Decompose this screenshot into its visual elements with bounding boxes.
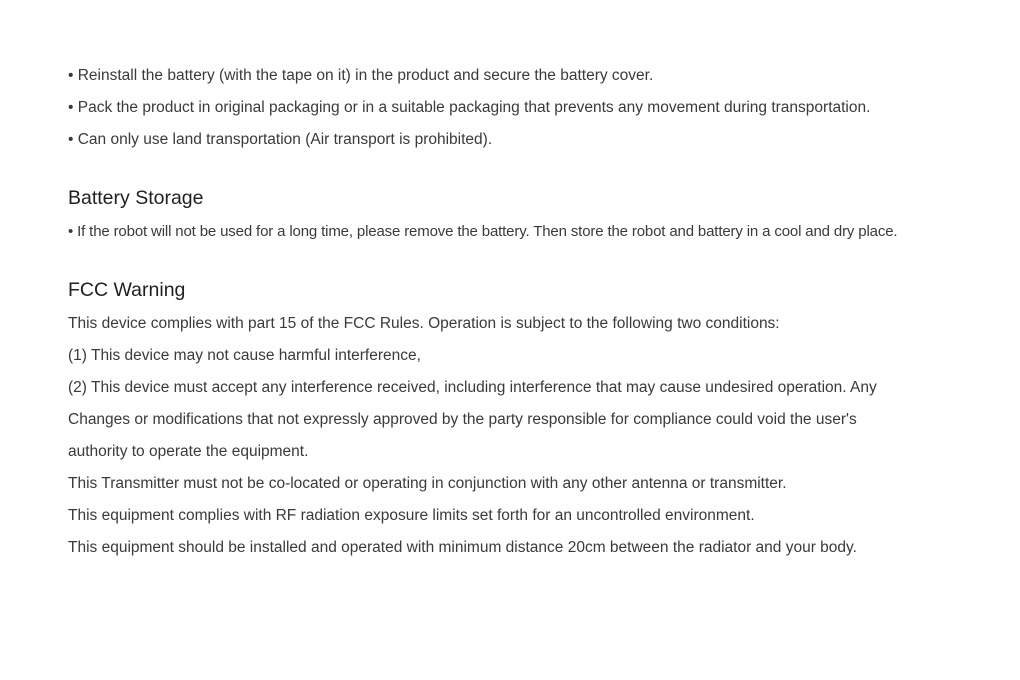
battery-storage-bullet-1: • If the robot will not be used for a long time, please remove the battery. Then store the robot and battery in a cool and dry place. [68,223,898,240]
fcc-line-8: This equipment should be installed and operated with minimum distance 20cm between the radiator and your body. [68,539,857,556]
transport-bullet-1: • Reinstall the battery (with the tape on it) in the product and secure the battery cover. [68,67,654,84]
fcc-line-2: (1) This device may not cause harmful interference, [68,347,421,364]
fcc-line-7: This equipment complies with RF radiation exposure limits set forth for an uncontrolled environment. [68,507,755,524]
fcc-line-4: Changes or modifications that not expressly approved by the party responsible for compliance could void the user's [68,411,857,428]
transport-bullet-3: • Can only use land transportation (Air transport is prohibited). [68,131,493,148]
fcc-warning-heading: FCC Warning [68,279,186,301]
transport-bullet-2: • Pack the product in original packaging or in a suitable packaging that prevents any movement during transportation. [68,99,871,116]
fcc-line-1: This device complies with part 15 of the FCC Rules. Operation is subject to the following two conditions: [68,315,780,332]
fcc-line-6: This Transmitter must not be co-located or operating in conjunction with any other antenna or transmitter. [68,475,787,492]
fcc-line-5: authority to operate the equipment. [68,443,309,460]
fcc-line-3: (2) This device must accept any interference received, including interference that may cause undesired operation. Any [68,379,877,396]
battery-storage-heading: Battery Storage [68,187,204,209]
